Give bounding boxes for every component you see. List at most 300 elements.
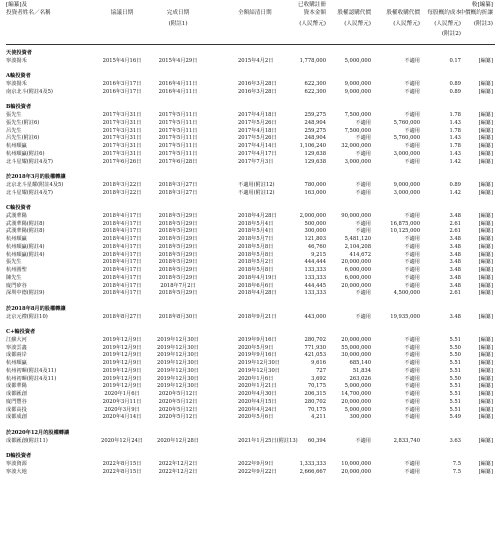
section-heading [0,104,500,111]
cell-completion-date: 2018年5月29日 [158,236,198,242]
cell-capital-amount: 259,275 [304,127,326,134]
cell-investor-name: 陳先生 [6,274,22,281]
cell-settlement-date: 2020年4月30日 [238,391,277,397]
cell-acquisition-consideration: 不適用 [404,383,420,390]
cell-agreement-date: 2018年4月17日 [102,259,142,266]
cell-completion-date: 2017年5月11日 [158,127,198,134]
cell-completion-date: 2018年3月27日 [158,189,198,196]
cell-cost-per-share: 1.42 [449,189,461,196]
cell-investor-name: 杭州順贏 [6,360,27,366]
table-row [0,259,500,266]
cell-completion-date: 2018年5月29日 [158,290,198,297]
cell-cost-per-share: 3.48 [449,282,461,289]
cell-acquisition-consideration: 不適用 [404,112,420,118]
cell-investor-name: 廈門豐谷 [6,398,27,405]
cell-acquisition-consideration: 不適用 [404,282,420,289]
cell-capital-amount: 1,778,000 [299,57,326,64]
section-heading [0,453,500,460]
cell-capital-amount: 60,394 [307,437,326,444]
cell-subscription-consideration: 9,000,000 [344,88,371,95]
header-capital-amount: 資本金額 [303,10,326,16]
cell-investor-name: 張先生(附註6) [6,119,40,126]
cell-settlement-date: 2020年1月6日 [238,375,274,382]
section-heading [0,329,500,336]
cell-capital-amount: 3,692 [311,375,326,382]
header-subscription-consideration: 股權認購代價 [337,10,371,16]
table-row [0,120,500,127]
cell-capital-amount: 1,333,333 [299,460,326,467]
cell-discount: [編纂] [478,135,493,142]
cell-agreement-date: 2020年4月14日 [102,414,142,421]
cell-subscription-consideration: 20,000,000 [341,259,371,266]
cell-completion-date: 2017年5月11日 [158,119,198,126]
table-row [0,244,500,251]
cell-settlement-date: 2017年4月14日 [238,143,277,149]
cell-investor-name: 成都華陽 [6,383,27,390]
table-row [0,267,500,274]
cell-capital-amount: 500,000 [304,220,326,227]
table-row [0,469,500,476]
section-heading [0,205,500,212]
cell-capital-amount: 771,930 [304,344,326,351]
cell-subscription-consideration: 不適用 [355,228,371,235]
cell-discount: [編纂] [478,181,493,188]
cell-subscription-consideration: 414,672 [349,251,371,258]
cell-discount: [編纂] [478,251,493,258]
cell-investor-name: 杭州順贏(附註4) [6,243,45,250]
cell-settlement-date: 2018年5月4日 [238,220,274,227]
table-row [0,213,500,220]
cell-agreement-date: 2020年12月24日 [101,437,143,444]
cell-settlement-date: 2019年9月16日 [238,352,277,359]
cell-capital-amount: 1,106,240 [299,143,326,149]
cell-discount: [編纂] [478,88,493,95]
cell-discount: [編纂] [478,212,493,219]
cell-discount: [編纂] [478,398,493,405]
table-row [0,236,500,243]
table-row [0,399,500,406]
cell-investor-name: 張先生 [6,112,22,118]
cell-completion-date: 2019年12月30日 [157,352,199,359]
cell-capital-amount: 300,000 [304,228,326,235]
cell-acquisition-consideration: 不適用 [404,414,420,421]
cell-cost-per-share: 1.78 [449,112,461,118]
cell-subscription-consideration: 32,000,000 [341,143,371,149]
cell-subscription-consideration: 5,000,000 [344,57,371,64]
cell-cost-per-share: 5.50 [449,344,461,351]
cell-capital-amount: 9,215 [311,251,326,258]
cell-acquisition-consideration: 5,760,000 [393,135,420,142]
header-capital-amount: 已收購註冊 [298,2,326,8]
cell-subscription-consideration: 7,500,000 [344,127,371,134]
cell-settlement-date: 2018年9月21日 [238,313,277,320]
cell-investor-name: 武漢華陽 [6,212,27,219]
cell-capital-amount: 780,000 [304,181,326,188]
cell-subscription-consideration: 6,000,000 [344,267,371,273]
cell-discount: [編纂] [478,352,493,359]
cell-settlement-date: 2020年4月15日 [238,398,277,405]
cell-discount: [編纂] [478,437,493,444]
header-cost-per-share: (附註2) [441,31,461,37]
cell-cost-per-share: 1.78 [449,143,461,149]
cell-agreement-date: 2018年3月22日 [102,189,142,196]
cell-acquisition-consideration: 不適用 [404,236,420,242]
cell-acquisition-consideration: 不適用 [404,243,420,250]
cell-agreement-date: 2017年3月31日 [102,143,142,149]
cell-cost-per-share: 5.51 [449,336,461,343]
cell-capital-amount: 444,445 [304,282,326,289]
cell-completion-date: 2019年12月30日 [157,360,199,366]
cell-completion-date: 2017年6月28日 [158,158,198,165]
table-row [0,159,500,166]
cell-acquisition-consideration: 19,935,000 [390,313,420,320]
cell-completion-date: 2018年8月30日 [158,313,198,320]
header-cost-per-share: (人民幣元) [434,21,461,27]
cell-acquisition-consideration: 不適用 [404,158,420,165]
cell-investor-name: 寧波資源 [6,460,27,467]
cell-capital-amount: 70,175 [307,406,326,413]
cell-capital-amount: 444,444 [304,259,326,266]
cell-investor-name: 呂先生 [6,127,22,134]
cell-capital-amount: 259,275 [304,112,326,118]
cell-agreement-date: 2020年3月9日 [104,406,140,413]
cell-investor-name: 杭州順贏(附註4) [6,251,45,258]
cell-settlement-date: 2018年5月2日 [238,259,274,266]
table-row [0,275,500,282]
cell-completion-date: 2015年4月29日 [158,57,198,64]
table-row [0,89,500,96]
cell-discount: [編纂] [478,243,493,250]
cell-agreement-date: 2018年4月17日 [102,212,142,219]
cell-cost-per-share: 1.43 [449,119,461,126]
cell-investor-name: 杭州順贏 [6,143,27,149]
cell-agreement-date: 2017年3月31日 [102,150,142,157]
cell-acquisition-consideration: 不適用 [404,274,420,281]
cell-capital-amount: 2,000,000 [299,212,326,219]
cell-investor-name: 南京北斗(附註4及5) [6,88,53,95]
cell-subscription-consideration: 55,000,000 [341,344,371,351]
cell-acquisition-consideration: 不適用 [404,336,420,343]
cell-subscription-consideration: 90,000,000 [341,212,371,219]
cell-cost-per-share: 5.51 [449,406,461,413]
cell-subscription-consideration: 5,481,120 [344,236,371,242]
cell-acquisition-consideration: 不適用 [404,127,420,134]
header-divider [6,44,495,45]
cell-subscription-consideration: 20,000,000 [341,398,371,405]
table-row [0,345,500,352]
cell-discount: [編纂] [478,375,493,382]
cell-cost-per-share: 2.61 [449,220,461,227]
cell-settlement-date: 2018年5月7日 [238,236,274,242]
cell-investor-name: 成都高投 [6,406,27,413]
cell-discount: [編纂] [478,367,493,374]
table-row [0,81,500,88]
cell-agreement-date: 2017年3月31日 [102,135,142,142]
header-acquisition-consideration: 股權收購代價 [386,10,420,16]
cell-capital-amount: 133,333 [304,274,326,281]
header-settlement-date: 全額結清日期 [238,10,272,16]
cell-acquisition-consideration: 不適用 [404,212,420,219]
cell-investor-name: 成都匯創(附註11) [6,437,48,444]
cell-subscription-consideration: 不適用 [355,220,371,227]
cell-capital-amount: 622,300 [304,88,326,95]
cell-completion-date: 2018年5月29日 [158,274,198,281]
section-title: 天使投資者 [6,50,32,56]
header-subscription-consideration: (人民幣元) [344,21,371,27]
cell-completion-date: 2019年12月30日 [157,375,199,382]
cell-investor-name: 寧波大地 [6,468,27,475]
table-row [0,151,500,158]
cell-discount: [編纂] [478,468,493,475]
table-row [0,360,500,367]
cell-discount: [編纂] [478,236,493,242]
cell-discount: [編纂] [478,274,493,281]
cell-acquisition-consideration: 不適用 [404,251,420,258]
cell-completion-date: 2020年5月12日 [158,414,198,421]
cell-settlement-date: 2018年5月4日 [238,228,274,235]
cell-agreement-date: 2017年6月26日 [102,158,142,165]
section-title: C輪投資者 [6,205,31,211]
cell-investor-name: 寧波雲鑫 [6,344,27,351]
cell-agreement-date: 2018年4月17日 [102,236,142,242]
cell-acquisition-consideration: 3,000,000 [393,150,420,157]
cell-cost-per-share: 5.51 [449,360,461,366]
section-title: 於2020年12月的股權轉讓 [6,429,70,436]
cell-acquisition-consideration: 不適用 [404,88,420,95]
cell-discount: [編纂] [478,290,493,297]
cell-subscription-consideration: 不適用 [355,290,371,297]
section-title: 於2018年3月的股權轉讓 [6,174,66,180]
cell-cost-per-share: 7.5 [452,460,461,467]
cell-capital-amount: 133,333 [304,267,326,273]
cell-settlement-date: 2022年9月9日 [238,460,274,467]
cell-cost-per-share: 0.17 [449,57,461,64]
section-title: A輪投資者 [6,73,31,80]
cell-investor-name: 杭州初暉(附註4及11) [6,375,57,382]
cell-discount: [編纂] [478,282,493,289]
table-row [0,190,500,197]
cell-capital-amount: 421,053 [304,352,326,359]
cell-investor-name: 武漢華陽(附註8) [6,220,45,227]
cell-acquisition-consideration: 4,500,000 [393,290,420,297]
cell-acquisition-consideration: 不適用 [404,460,420,467]
cell-completion-date: 2017年5月11日 [158,135,198,142]
cell-subscription-consideration: 2,104,208 [344,243,371,250]
cell-agreement-date: 2017年3月31日 [102,127,142,134]
cell-settlement-date: 2019年12月30日 [238,367,280,374]
cell-acquisition-consideration: 不適用 [404,391,420,397]
cell-completion-date: 2022年12月2日 [158,460,198,467]
table-row [0,221,500,228]
cell-discount: [編纂] [478,406,493,413]
header-investor-name: 投資者姓名／名稱 [6,10,51,16]
table-row [0,112,500,119]
cell-discount: [編纂] [478,383,493,390]
cell-completion-date: 2020年5月12日 [158,398,198,405]
cell-investor-name: 廈門矽谷 [6,282,27,289]
cell-completion-date: 2018年7月2日 [160,282,196,289]
table-row [0,283,500,290]
cell-cost-per-share: 1.43 [449,135,461,142]
section-heading [0,50,500,57]
cell-settlement-date: 2017年4月18日 [238,127,277,134]
cell-acquisition-consideration: 不適用 [404,344,420,351]
cell-capital-amount: 133,333 [304,290,326,297]
cell-acquisition-consideration: 不適用 [404,360,420,366]
cell-settlement-date: 2018年5月8日 [238,267,274,273]
section-heading [0,430,500,437]
table-row [0,143,500,150]
cell-discount: [編纂] [478,344,493,351]
table-row [0,228,500,235]
cell-settlement-date: 不適用(附註12) [238,181,275,188]
cell-settlement-date: 2020年5月9日 [238,344,274,351]
cell-acquisition-consideration: 不適用 [404,398,420,405]
cell-agreement-date: 2018年4月17日 [102,274,142,281]
table-row [0,376,500,383]
cell-subscription-consideration: 20,000,000 [341,336,371,343]
cell-subscription-consideration: 不適用 [355,181,371,188]
cell-capital-amount: 248,904 [304,119,326,126]
cell-completion-date: 2018年5月29日 [158,220,198,227]
cell-cost-per-share: 1.42 [449,158,461,165]
cell-investor-name: 深圳中德(附註9) [6,290,45,297]
cell-capital-amount: 4,211 [311,414,326,421]
table-row [0,337,500,344]
table-row [0,414,500,421]
cell-investor-name: 寧波揚禾 [6,81,27,87]
cell-capital-amount: 2,666,667 [299,468,326,475]
table-row [0,438,500,445]
cell-capital-amount: 206,315 [304,391,326,397]
cell-agreement-date: 2018年4月17日 [102,282,142,289]
header-investor-name: [編纂]及 [6,2,28,8]
cell-acquisition-consideration: 5,760,000 [393,119,420,126]
cell-subscription-consideration: 14,700,000 [341,391,371,397]
table-row [0,252,500,259]
cell-agreement-date: 2017年3月31日 [102,112,142,118]
cell-agreement-date: 2018年4月17日 [102,228,142,235]
cell-cost-per-share: 0.89 [449,81,461,87]
section-heading [0,306,500,313]
cell-cost-per-share: 5.51 [449,367,461,374]
cell-investor-name: 成都兩岸 [6,352,27,359]
cell-agreement-date: 2022年8月15日 [102,468,142,475]
cell-agreement-date: 2018年4月17日 [102,243,142,250]
cell-completion-date: 2020年12月28日 [157,437,199,444]
cell-completion-date: 2022年12月2日 [158,468,198,475]
cell-cost-per-share: 1.78 [449,127,461,134]
cell-acquisition-consideration: 不適用 [404,81,420,87]
cell-capital-amount: 9,616 [311,360,326,366]
cell-investor-name: 北京元禮(附註10) [6,313,48,320]
header-acquisition-consideration: (人民幣元) [393,21,420,27]
cell-discount: [編纂] [478,267,493,273]
cell-capital-amount: 129,638 [304,158,326,165]
cell-acquisition-consideration: 不適用 [404,352,420,359]
cell-agreement-date: 2016年3月17日 [102,88,142,95]
cell-subscription-consideration: 300,000 [349,414,371,421]
cell-acquisition-consideration: 不適用 [404,468,420,475]
cell-settlement-date: 2015年4月2日 [238,57,274,64]
section-heading [0,174,500,181]
cell-settlement-date: 2018年6月6日 [238,282,274,289]
cell-acquisition-consideration: 不適用 [404,267,420,273]
table-row [0,461,500,468]
cell-discount: [編纂] [478,150,493,157]
cell-cost-per-share: 3.48 [449,236,461,242]
cell-agreement-date: 2018年4月17日 [102,220,142,227]
cell-subscription-consideration: 7,500,000 [344,112,371,118]
cell-discount: [編纂] [478,158,493,165]
cell-subscription-consideration: 3,000,000 [344,158,371,165]
cell-subscription-consideration: 51,834 [352,367,371,374]
cell-discount: [編纂] [478,189,493,196]
cell-discount: [編纂] [478,313,493,320]
cell-subscription-consideration: 20,000,000 [341,282,371,289]
cell-cost-per-share: 5.51 [449,383,461,390]
cell-cost-per-share: 0.89 [449,88,461,95]
cell-capital-amount: 443,000 [304,313,326,320]
cell-investor-name: 武漢華陽(附註8) [6,228,45,235]
cell-subscription-consideration: 不適用 [355,119,371,126]
cell-settlement-date: 2017年4月17日 [238,150,277,157]
cell-settlement-date: 2020年1月21日 [238,383,277,390]
cell-completion-date: 2019年12月30日 [157,383,199,390]
cell-completion-date: 2018年5月29日 [158,251,198,258]
cell-settlement-date: 2017年4月18日 [238,112,277,118]
cell-acquisition-consideration: 16,875,000 [390,220,420,227]
cell-settlement-date: 2022年9月22日 [238,468,277,475]
cell-acquisition-consideration: 2,833,740 [393,437,420,444]
cell-investor-name: 江蘇大河 [6,336,27,343]
cell-subscription-consideration: 263,026 [349,375,371,382]
cell-capital-amount: 727 [316,367,326,374]
cell-completion-date: 2020年5月12日 [158,391,198,397]
cell-agreement-date: 2020年1月6日 [104,391,140,397]
cell-acquisition-consideration: 3,000,000 [393,189,420,196]
cell-investor-name: 杭州初暉(附註4及11) [6,367,57,374]
cell-acquisition-consideration: 不適用 [404,259,420,266]
cell-discount: [編纂] [478,460,493,467]
cell-completion-date: 2018年5月29日 [158,212,198,219]
cell-subscription-consideration: 5,000,000 [344,383,371,390]
cell-cost-per-share: 5.49 [449,414,461,421]
cell-cost-per-share: 5.50 [449,375,461,382]
header-agreement-date: 協議日期 [110,10,134,16]
cell-agreement-date: 2019年12月9日 [102,352,142,359]
cell-settlement-date: 2018年4月19日 [238,274,277,281]
cell-capital-amount: 163,000 [304,189,326,196]
cell-cost-per-share: 1.43 [449,150,461,157]
cell-cost-per-share: 3.48 [449,251,461,258]
cell-investor-name: 成都匯創 [6,391,27,397]
cell-settlement-date: 2020年5月6日 [238,414,274,421]
cell-completion-date: 2018年5月29日 [158,228,198,235]
cell-settlement-date: 2016年3月28日 [238,81,277,87]
header-completion-date: 完成日期 [166,10,190,16]
cell-agreement-date: 2019年12月9日 [102,375,142,382]
header-discount: 中價概約折讓 [459,10,493,16]
cell-discount: [編纂] [478,391,493,397]
cell-investor-name: 北斗星耀(附註4及7) [6,158,53,165]
cell-subscription-consideration: 6,000,000 [344,274,371,281]
cell-settlement-date: 2020年4月24日 [238,406,277,413]
cell-completion-date: 2017年5月11日 [158,150,198,157]
cell-completion-date: 2016年4月11日 [158,81,198,87]
cell-discount: [編纂] [478,119,493,126]
cell-cost-per-share: 3.48 [449,259,461,266]
